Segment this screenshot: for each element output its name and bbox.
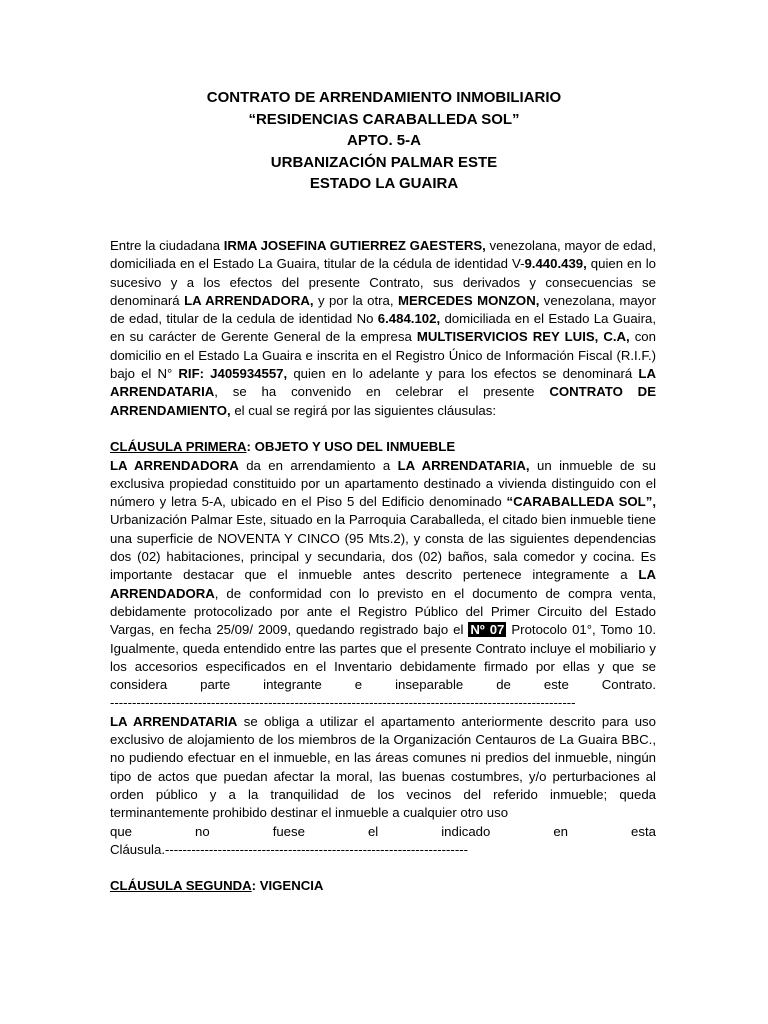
clause-1-paragraph-1: LA ARRENDADORA da en arrendamiento a LA ARRENDATARIA, un inmueble de su exclusiva propiedad constituido por un apartamento destinado a vivienda distinguido con el número y letra 5-A, ubicado en el Piso 5 del Edificio denominado “CARABALLEDA SOL”, Urbanización Palmar Este, situado en la Parroquia Caraballeda, el citado bien inmueble tiene una superficie de NOVENTA Y CINCO (95 Mts.2), y consta de las siguientes dependencias dos (02) habitaciones, principal y secundaria, dos (02) baños, sala comedor y cocina. Es importante destacar que el inmueble antes descrito pertenece integramente a LA ARRENDADORA, de conformidad con lo previsto en el documento de compra venta, debidamente protocolizado por ante el Registro Público del Primer Circuito del Estado Vargas, en fecha 25/09/ 2009, quedando registrado bajo el Nº 07 Protocolo 01°, Tomo 10. Igualmente, queda entendido entre las partes que el presente Contrato incluye el mobiliario y los accesorios especificados en el Inventario debidamente firmado por ellas y que se considera parte integrante e inseparable de este Contrato. [110, 457, 657, 693]
justified-last-line: que no fuese el indicado en esta [110, 823, 656, 839]
arrendataria-name: MERCEDES MONZON, [397, 292, 540, 308]
contract-label: CONTRATO DE ARRENDAMIENTO, [110, 384, 656, 418]
clause-1-heading: CLÁUSULA PRIMERA: OBJETO Y USO DEL INMUEBLE [110, 439, 456, 455]
title-line: “RESIDENCIAS CARABALLEDA SOL” [248, 110, 520, 128]
arrendataria-label: LA ARRENDATARIA [110, 366, 656, 400]
document-title-block [0, 87, 768, 195]
title-line: URBANIZACIÓN PALMAR ESTE [270, 153, 498, 171]
rif-number: RIF: J405934557, [178, 366, 288, 382]
arrendadora-name: IRMA JOSEFINA GUTIERREZ GAESTERS, [223, 238, 486, 253]
title-line: ESTADO LA GUAIRA [309, 175, 459, 192]
arrendadora-id: 9.440.439, [524, 256, 587, 272]
clause-end-line: Cláusula.--------------------------------------------------------------------- [110, 841, 468, 857]
contract-body [110, 237, 656, 896]
arrendataria-id: 6.484.102, [377, 311, 441, 327]
registry-number-highlight: Nº 07 [470, 622, 505, 638]
company-name: MULTISERVICIOS REY LUIS, C.A, [416, 329, 630, 345]
clause-2-heading: CLÁUSULA SEGUNDA: VIGENCIA [110, 878, 324, 894]
title-line: APTO. 5-A [347, 132, 421, 149]
separator-dashes: ---------------------------------------------------------------------------------------------------------- [110, 695, 576, 711]
arrendadora-label: LA ARRENDADORA, [184, 292, 314, 308]
title-line: CONTRATO DE ARRENDAMIENTO INMOBILIARIO [206, 89, 562, 106]
clause-1-paragraph-2: LA ARRENDATARIA se obliga a utilizar el apartamento anteriormente descrito para uso exclusivo de alojamiento de los miembros de la Organización Centauros de La Guaira BBC., no pudiendo efectuar en el inmueble, en las áreas comunes ni predios del inmueble, ningún tipo de actos que puedan afectar la moral, las buenas costumbres, y/o perturbaciones al orden público y a la tranquilidad de los vecinos del referido inmueble; queda terminantemente prohibido destinar el inmueble a cualquier otro uso [110, 713, 656, 821]
intro-paragraph: Entre la ciudadana IRMA JOSEFINA GUTIERREZ GAESTERS, venezolana, mayor de edad, domiciliada en el Estado La Guaira, titular de la cédula de identidad V-9.440.439, quien en lo sucesivo y a los efectos del presente Contrato, sus derivados y consecuencias se denominará LA ARRENDADORA, y por la otra, MERCEDES MONZON, venezolana, mayor de edad, titular de la cedula de identidad No 6.484.102, domiciliada en el Estado La Guaira, en su carácter de Gerente General de la empresa MULTISERVICIOS REY LUIS, C.A, con domicilio en el Estado La Guaira e inscrita en el Registro Único de Información Fiscal (R.I.F.) bajo el N° RIF: J405934557, quien en lo adelante y para los efectos se denominará LA ARRENDATARIA, se ha convenido en celebrar el presente CONTRATO DE ARRENDAMIENTO, el cual se regirá por las siguientes cláusulas: [110, 238, 657, 418]
building-name: “CARABALLEDA SOL”, [506, 494, 656, 510]
